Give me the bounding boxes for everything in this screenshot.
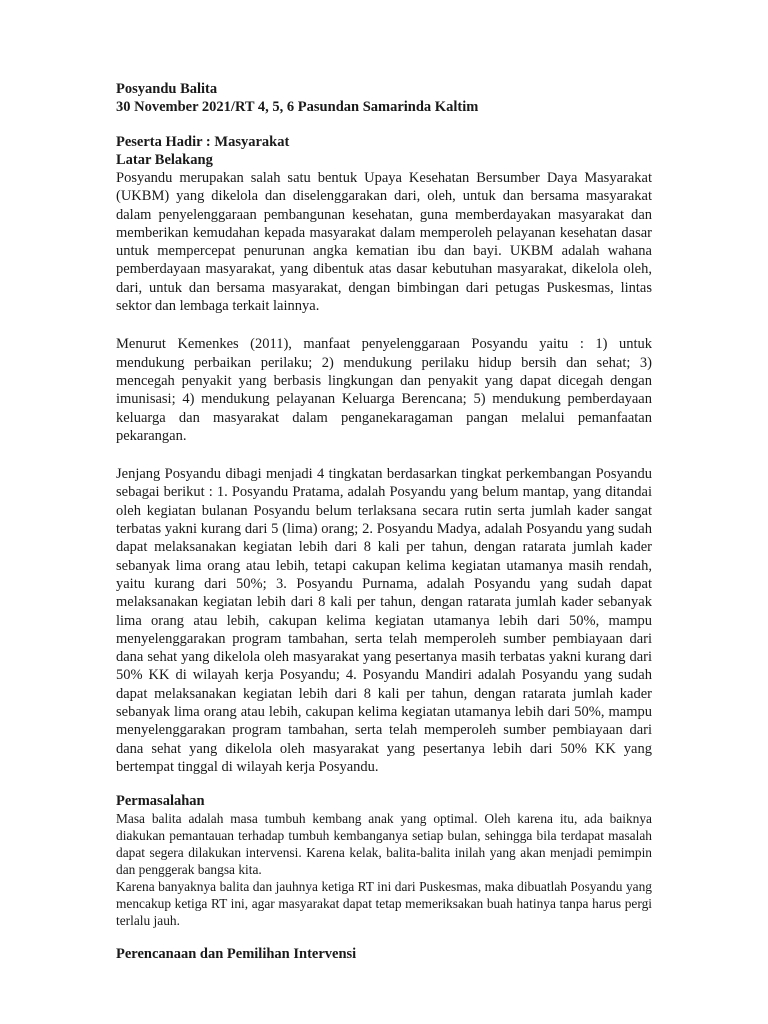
- problem-paragraph-2: Karena banyaknya balita dan jauhnya ketiga RT ini dari Puskesmas, maka dibuatlah Posyandu yang mencakup ketiga RT ini, agar masyarakat dapat tetap memeriksakan buah hatinya tanpa harus pergi terlalu jauh.: [116, 879, 652, 929]
- background-heading: Latar Belakang: [116, 152, 213, 168]
- attendees-line: Peserta Hadir : Masyarakat: [116, 134, 290, 150]
- problem-heading: Permasalahan: [116, 793, 205, 810]
- planning-heading: Perencanaan dan Pemilihan Intervensi: [116, 946, 357, 963]
- background-paragraph-1: Posyandu merupakan salah satu bentuk Upaya Kesehatan Bersumber Daya Masyarakat (UKBM) yang dikelola dan diselenggarakan dari, oleh, untuk dan bersama masyarakat dalam penyelenggaraan pembangunan kesehatan, guna memberdayakan masyarakat dan memberikan kemudahan kepada masyarakat dalam memperoleh pelayanan kesehatan dasar untuk mempercepat penurunan angka kematian ibu dan bayi. UKBM adalah wahana pemberdayaan masyarakat, yang dibentuk atas dasar kebutuhan masyarakat, dikelola oleh, dari, untuk dan bersama masyarakat, dengan bimbingan dari petugas Puskesmas, lintas sektor dan lembaga terkait lainnya.: [116, 170, 652, 315]
- date-location: 30 November 2021/RT 4, 5, 6 Pasundan Samarinda Kaltim: [116, 99, 479, 115]
- background-paragraph-3: Jenjang Posyandu dibagi menjadi 4 tingkatan berdasarkan tingkat perkembangan Posyandu sebagai berikut : 1. Posyandu Pratama, adalah Posyandu yang belum mantap, yang ditandai oleh kegiatan bulanan Posyandu belum terlaksana secara rutin serta jumlah kader sangat terbatas yakni kurang dari 5 (lima) orang; 2. Posyandu Madya, adalah Posyandu yang sudah dapat melaksanakan kegiatan lebih dari 8 kali per tahun, dengan ratarata jumlah kader sebanyak lima orang atau lebih, tetapi cakupan kelima kegiatan utamanya masih rendah, yaitu kurang dari 50%; 3. Posyandu Purnama, adalah Posyandu yang sudah dapat melaksanakan kegiatan lebih dari 8 kali per tahun, dengan ratarata jumlah kader sebanyak lima orang atau lebih, cakupan kelima kegiatan utamanya lebih dari 50%, mampu menyelenggarakan program tambahan, serta telah memperoleh sumber pembiayaan dari dana sehat yang dikelola oleh masyarakat yang pesertanya masih terbatas yakni kurang dari 50% KK di wilayah kerja Posyandu; 4. Posyandu Mandiri adalah Posyandu yang sudah dapat melaksanakan kegiatan lebih dari 8 kali per tahun, dengan ratarata jumlah kader sebanyak lima orang atau lebih, cakupan kelima kegiatan utamanya lebih dari 50%, mampu menyelenggarakan program tambahan, serta telah memperoleh sumber pembiayaan dari dana sehat yang dikelola oleh masyarakat yang pesertanya lebih dari 50% KK yang bertempat tinggal di wilayah kerja Posyandu.: [116, 466, 652, 775]
- background-paragraph-2: Menurut Kemenkes (2011), manfaat penyelenggaraan Posyandu yaitu : 1) untuk mendukung perbaikan perilaku; 2) mendukung perilaku hidup bersih dan sehat; 3) mencegah penyakit yang berbasis lingkungan dan penyakit yang dapat dicegah dengan imunisasi; 4) mendukung pelayanan Keluarga Berencana; 5) mendukung pemberdayaan keluarga dan masyarakat dalam penganekaragaman pangan melalui pemanfaatan pekarangan.: [116, 336, 652, 444]
- problem-paragraph-1: Masa balita adalah masa tumbuh kembang anak yang optimal. Oleh karena itu, ada baiknya diakukan pemantauan terhadap tumbuh kembanganya setiap bulan, sehingga bila terdapat masalah dapat segera dilakukan intervensi. Karena kelak, balita-balita inilah yang akan menjadi pemimpin dan penggerak bangsa kita.: [116, 811, 652, 878]
- document-title: Posyandu Balita: [116, 81, 218, 97]
